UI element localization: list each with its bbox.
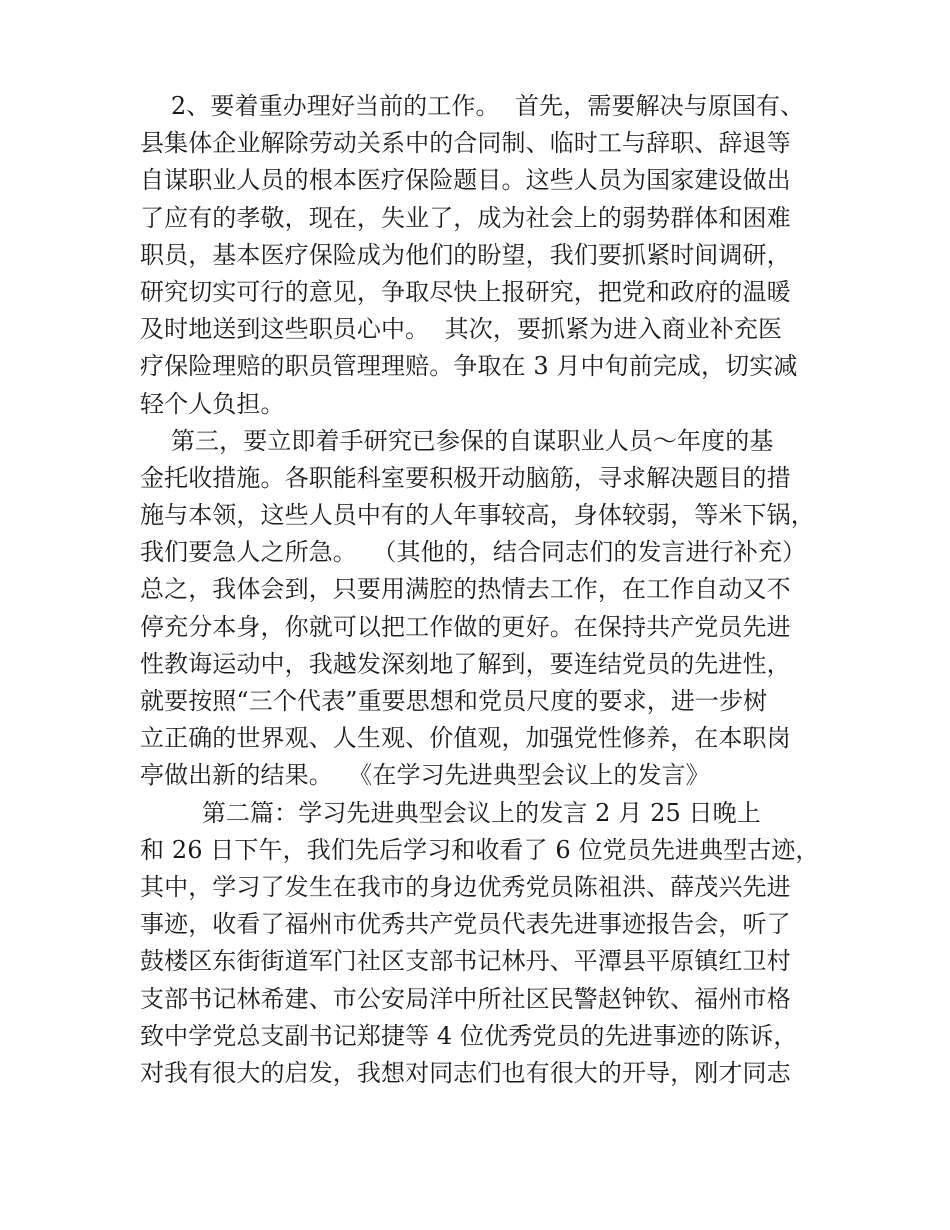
text-line: 亭做出新的结果。 《在学习先进典型会议上的发言》 <box>140 761 710 790</box>
text-line: 第三，要立即着手研究已参保的自谋职业人员～年度的基 <box>140 426 774 455</box>
text-line: 支部书记林希建、市公安局洋中所社区民警赵钟钦、福州市格 <box>140 984 791 1013</box>
body-text <box>140 88 830 1092</box>
text-line: 鼓楼区东街街道军门社区支部书记林丹、平潭县平原镇红卫村 <box>140 947 791 976</box>
text-line: 总之，我体会到，只要用满腔的热情去工作，在工作自动又不 <box>140 575 791 604</box>
text-line: 2、要着重办理好当前的工作。 首先，需要解决与原国有、 <box>140 92 805 120</box>
text-line: 停充分本身，你就可以把工作做的更好。在保持共产党员先进 <box>140 612 791 641</box>
text-line: 轻个人负担。 <box>140 389 285 418</box>
text-line: 职员，基本医疗保险成为他们的盼望，我们要抓紧时间调研， <box>140 240 791 269</box>
text-line: 和 26 日下午，我们先后学习和收看了 6 位党员先进典型古迹， <box>140 835 820 864</box>
text-line: 了应有的孝敬，现在，失业了，成为社会上的弱势群体和困难 <box>140 203 791 232</box>
text-line: 立正确的世界观、人生观、价值观，加强党性修养，在本职岗 <box>140 724 791 753</box>
text-line: 自谋职业人员的根本医疗保险题目。这些人员为国家建设做出 <box>140 166 791 195</box>
text-line: 对我有很大的启发，我想对同志们也有很大的开导，刚才同志 <box>140 1058 791 1087</box>
text-line: 事迹，收看了福州市优秀共产党员代表先进事迹报告会，听了 <box>140 910 791 939</box>
text-line: 研究切实可行的意见，争取尽快上报研究，把党和政府的温暖 <box>140 277 791 306</box>
text-line: 县集体企业解除劳动关系中的合同制、临时工与辞职、辞退等 <box>140 129 791 158</box>
text-line: 我们要急人之所急。 （其他的，结合同志们的发言进行补充） <box>140 538 807 567</box>
text-line: 金托收措施。各职能科室要积极开动脑筋，寻求解决题目的措 <box>140 463 791 492</box>
text-line: 致中学党总支副书记郑捷等 4 位优秀党员的先进事迹的陈诉， <box>140 1021 798 1050</box>
text-line: 性教诲运动中，我越发深刻地了解到，要连结党员的先进性， <box>140 649 791 678</box>
text-line: 就要按照“三个代表”重要思想和党员尺度的要求，进一步树 <box>140 687 768 715</box>
text-line: 施与本领，这些人员中有的人年事较高，身体较弱，等米下锅， <box>140 501 815 530</box>
text-line: 疗保险理赔的职员管理理赔。争取在 3 月中旬前完成，切实减 <box>140 352 798 381</box>
text-line: 其中，学习了发生在我市的身边优秀党员陈祖洪、薛茂兴先进 <box>140 872 791 901</box>
text-line: 第二篇：学习先进典型会议上的发言 2 月 25 日晚上 <box>140 798 761 827</box>
text-line: 及时地送到这些职员心中。 其次，要抓紧为进入商业补充医 <box>140 315 783 344</box>
